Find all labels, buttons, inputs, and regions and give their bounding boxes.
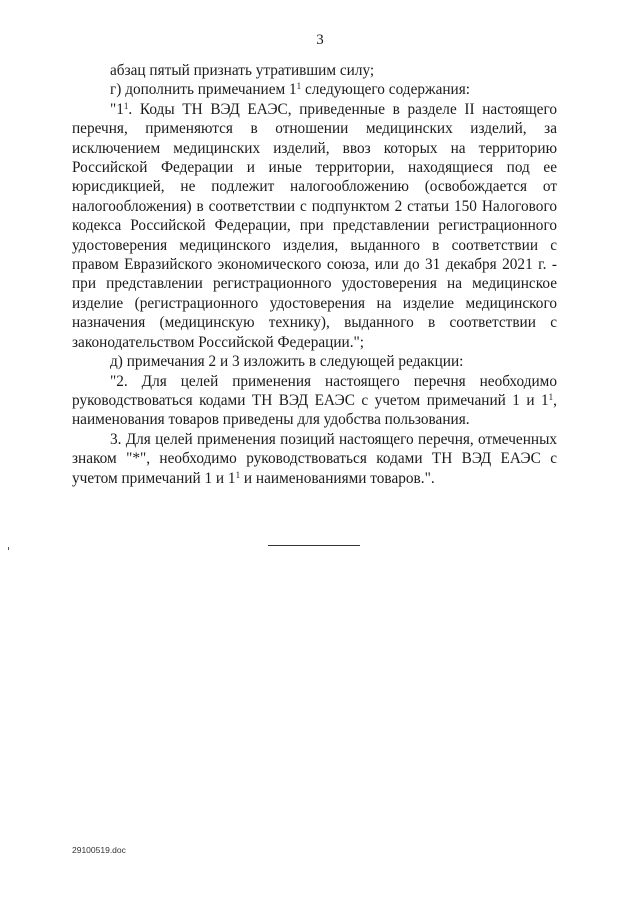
paragraph-text: и наименованиями товаров.". xyxy=(240,469,435,487)
paragraph-text: "1 xyxy=(110,100,124,118)
page-number: 3 xyxy=(316,32,324,48)
paragraph-add-note xyxy=(72,80,557,99)
paragraph-text: г) дополнить примечанием 1 xyxy=(110,81,297,99)
paragraph-notes-2-3 xyxy=(72,352,557,371)
paragraph-text: "2. Для целей применения настоящего перечня необходимо руководствоваться кодами ТН ВЭД ЕАЭС с учетом примечаний 1 и 1 xyxy=(72,372,557,409)
paragraph-note-2 xyxy=(72,372,557,430)
superscript: 1 xyxy=(296,81,302,92)
paragraph-text: следующего содержания: xyxy=(301,81,471,99)
paragraph-text: д) примечания 2 и 3 изложить в следующей редакции: xyxy=(110,353,464,371)
paragraph-text: . Коды ТН ВЭД ЕАЭС, приведенные в разделе II настоящего перечня, применяются в отношении медицинских изделий, за исключением медицинских изделий, ввоз которых на территорию Российской Федерации и иные территории, находящиеся под ее юрисдикцией, не подлежит налогообложению (освобождается от налогообложения) в соответствии с подпунктом 2 статьи 150 Налогового кодекса Российской Федерации, при представлении регистрационного удостоверения медицинского изделия, выданного в соответствии с правом Евразийского экономического союза, или до 31 декабря 2021 г. - при представлении регистрационного удостоверения на медицинское изделие (регистрационного удостоверения на изделие медицинского назначения (медицинскую технику), выданного в соответствии с законодательством Российской Федерации."; xyxy=(72,100,557,351)
footer-filename: 29100519.doc xyxy=(72,845,126,855)
paragraph-text: абзац пятый признать утратившим силу; xyxy=(110,62,375,79)
paragraph-note-1-1 xyxy=(72,100,557,352)
document-body xyxy=(72,61,557,488)
paragraph-note-3 xyxy=(72,430,557,488)
paragraph-repeal xyxy=(72,61,557,80)
scan-mark xyxy=(8,547,9,550)
paragraph-text: , наименования товаров приведены для удобства пользования. xyxy=(72,391,557,429)
superscript: 1 xyxy=(123,100,129,111)
superscript: 1 xyxy=(548,391,554,402)
paragraph-text: 3. Для целей применения позиций настоящего перечня, отмеченных знаком "*", необходимо руководствоваться кодами ТН ВЭД ЕАЭС с учетом примечаний 1 и 1 xyxy=(72,430,557,487)
end-divider xyxy=(268,545,360,546)
superscript: 1 xyxy=(235,469,241,480)
